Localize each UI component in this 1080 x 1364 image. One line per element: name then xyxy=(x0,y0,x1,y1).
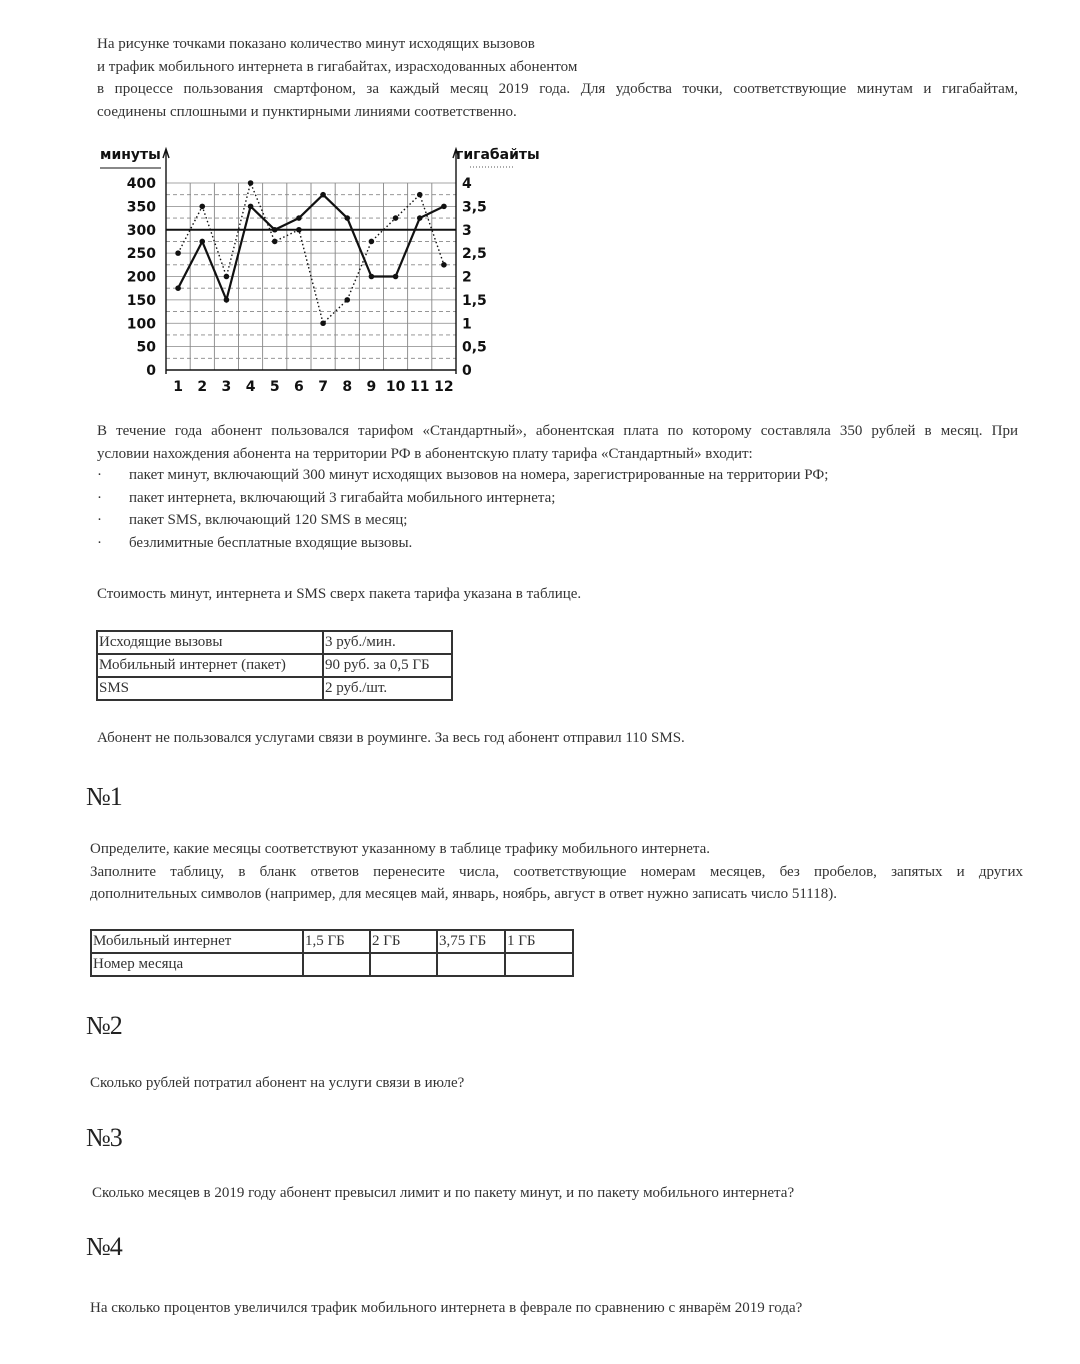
table-row xyxy=(91,953,573,976)
table-cell: 3 руб./мин. xyxy=(323,631,452,654)
table-row xyxy=(97,677,452,700)
y-left-tick-label: 250 xyxy=(126,246,156,263)
list-item xyxy=(97,464,828,487)
minutes-data-point xyxy=(272,227,278,233)
internet-data-point xyxy=(248,180,254,186)
y-right-tick-label: 2 xyxy=(462,269,472,286)
minutes-data-point xyxy=(393,274,399,280)
x-tick-label: 8 xyxy=(342,379,353,395)
task-1-answer-table xyxy=(90,929,574,977)
internet-data-point xyxy=(199,204,205,210)
x-tick-label: 5 xyxy=(269,379,280,395)
table-cell: Исходящие вызовы xyxy=(97,631,323,654)
table-cell: 2 ГБ xyxy=(370,930,437,953)
x-tick-label: 6 xyxy=(294,379,304,395)
internet-data-point xyxy=(296,227,302,233)
tariff-line-2: условии нахождения абонента на территории РФ в абонентскую плату тарифа «Стандартный» входит: xyxy=(97,445,753,462)
y-left-tick-label: 0 xyxy=(146,363,156,379)
minutes-data-point xyxy=(224,297,230,303)
list-item xyxy=(97,509,828,532)
internet-data-point xyxy=(320,320,326,326)
task-2-number: №2 xyxy=(86,1011,122,1040)
roaming-note: Абонент не пользовался услугами связи в роуминге. За весь год абонент отправил 110 SMS. xyxy=(97,730,685,746)
internet-data-point xyxy=(417,192,423,198)
y-left-tick-label: 150 xyxy=(126,292,156,309)
y-right-tick-label: 1,5 xyxy=(462,292,487,309)
task-4-number: №4 xyxy=(86,1232,122,1261)
y-right-tick-label: 3 xyxy=(462,222,472,239)
answer-cell[interactable] xyxy=(370,953,437,976)
bullet-dot: · xyxy=(97,534,102,551)
minutes-data-point xyxy=(344,215,350,221)
tariff-bullets xyxy=(97,464,828,554)
y-right-tick-label: 3,5 xyxy=(462,199,487,216)
minutes-data-point xyxy=(296,215,302,221)
y-right-tick-label: 2,5 xyxy=(462,246,487,263)
x-tick-label: 9 xyxy=(366,379,377,395)
y-left-tick-label: 400 xyxy=(126,176,156,192)
y-right-tick-label: 0 xyxy=(462,363,472,379)
y-left-tick-label: 300 xyxy=(126,222,156,239)
task-3-question: Сколько месяцев в 2019 году абонент превысил лимит и по пакету минут, и по пакету мобильного интернета? xyxy=(92,1185,795,1201)
table-cell: Мобильный интернет xyxy=(91,930,303,953)
task-2-question: Сколько рублей потратил абонент на услуги связи в июле? xyxy=(90,1075,465,1091)
bullet-text: пакет минут, включающий 300 минут исходящих вызовов на номера, зарегистрированные на территории РФ; xyxy=(129,467,829,483)
intro-line-4: соединены сплошными и пунктирными линиями соответственно. xyxy=(97,103,517,120)
intro-line-1: На рисунке точками показано количество минут исходящих вызовов xyxy=(97,36,535,52)
internet-data-point xyxy=(441,262,447,268)
y-right-tick-label: 4 xyxy=(462,176,472,192)
y-left-tick-label: 350 xyxy=(126,199,156,216)
table-row xyxy=(97,631,452,654)
task-4-question: На сколько процентов увеличился трафик мобильного интернета в феврале по сравнению с январём 2019 года? xyxy=(90,1300,803,1316)
tariff-paragraph xyxy=(97,420,1018,465)
table-cell: Мобильный интернет (пакет) xyxy=(97,654,323,677)
answer-cell[interactable] xyxy=(505,953,573,976)
table-cell: SMS xyxy=(97,677,323,700)
internet-data-point xyxy=(272,239,278,245)
task-1-line-2: Заполните таблицу, в бланк ответов перенесите числа, соответствующие номерам месяцев, без пробелов, запятых и других xyxy=(90,863,1023,880)
bullet-dot: · xyxy=(97,489,102,506)
minutes-data-point xyxy=(199,239,205,245)
minutes-data-point xyxy=(369,274,375,280)
bullet-dot: · xyxy=(97,467,102,483)
internet-data-point xyxy=(344,297,350,303)
answer-cell[interactable] xyxy=(303,953,370,976)
x-tick-label: 7 xyxy=(318,379,328,395)
minutes-data-point xyxy=(441,204,447,210)
minutes-data-point xyxy=(320,192,326,198)
table-cell: 1,5 ГБ xyxy=(303,930,370,953)
internet-data-point xyxy=(224,274,230,280)
y-left-tick-label: 100 xyxy=(126,316,156,333)
table-cell: Номер месяца xyxy=(91,953,303,976)
x-tick-label: 4 xyxy=(245,379,256,395)
y-left-tick-label: 200 xyxy=(126,269,156,286)
minutes-internet-chart xyxy=(90,140,550,400)
list-item xyxy=(97,532,828,555)
table-cell: 1 ГБ xyxy=(505,930,573,953)
task-1-line-3: дополнительных символов (например, для месяцев май, январь, ноябрь, август в ответ нужно записать число 51118). xyxy=(90,886,837,902)
minutes-data-point xyxy=(417,215,423,221)
bullet-dot: · xyxy=(97,512,102,528)
x-tick-label: 1 xyxy=(173,379,183,395)
x-tick-label: 3 xyxy=(221,379,232,395)
x-tick-label: 10 xyxy=(385,379,406,395)
intro-line-3: в процессе пользования смартфоном, за каждый месяц 2019 года. Для удобства точки, соответствующие минутам и гигабайтам, xyxy=(97,81,1018,97)
cost-intro: Стоимость минут, интернета и SMS сверх пакета тарифа указана в таблице. xyxy=(97,586,582,602)
cost-table xyxy=(96,630,453,701)
table-cell: 2 руб./шт. xyxy=(323,677,452,700)
internet-data-point xyxy=(175,250,181,256)
task-1-line-1: Определите, какие месяцы соответствуют указанному в таблице трафику мобильного интернета. xyxy=(90,841,711,857)
answer-cell[interactable] xyxy=(437,953,505,976)
x-tick-label: 2 xyxy=(197,379,208,395)
y-right-tick-label: 1 xyxy=(462,316,472,333)
task-3-number: №3 xyxy=(86,1123,122,1152)
y-right-tick-label: 0,5 xyxy=(462,339,487,356)
table-cell: 90 руб. за 0,5 ГБ xyxy=(323,654,452,677)
x-tick-label: 12 xyxy=(434,379,454,395)
bullet-text: пакет интернета, включающий 3 гигабайта мобильного интернета; xyxy=(129,489,556,506)
table-cell: 3,75 ГБ xyxy=(437,930,505,953)
task-1-text xyxy=(90,838,1023,906)
intro-line-2: и трафик мобильного интернета в гигабайтах, израсходованных абонентом xyxy=(97,58,578,75)
internet-data-point xyxy=(393,215,399,221)
list-item xyxy=(97,487,828,510)
intro-paragraph xyxy=(97,33,1018,123)
minutes-data-point xyxy=(175,285,181,291)
task-1-number: №1 xyxy=(86,782,122,811)
internet-data-point xyxy=(369,239,375,245)
x-tick-label: 11 xyxy=(410,379,430,395)
bullet-text: пакет SMS, включающий 120 SMS в месяц; xyxy=(129,512,408,528)
minutes-data-point xyxy=(248,204,254,210)
y-left-tick-label: 50 xyxy=(136,339,156,356)
table-row xyxy=(91,930,573,953)
tariff-line-1: В течение года абонент пользовался тарифом «Стандартный», абонентская плата по которому составляла 350 рублей в месяц. При xyxy=(97,423,1018,439)
y-axis-right-label: гигабайты xyxy=(456,147,540,163)
table-row xyxy=(97,654,452,677)
bullet-text: безлимитные бесплатные входящие вызовы. xyxy=(129,534,413,551)
y-axis-left-label: минуты xyxy=(100,147,161,163)
